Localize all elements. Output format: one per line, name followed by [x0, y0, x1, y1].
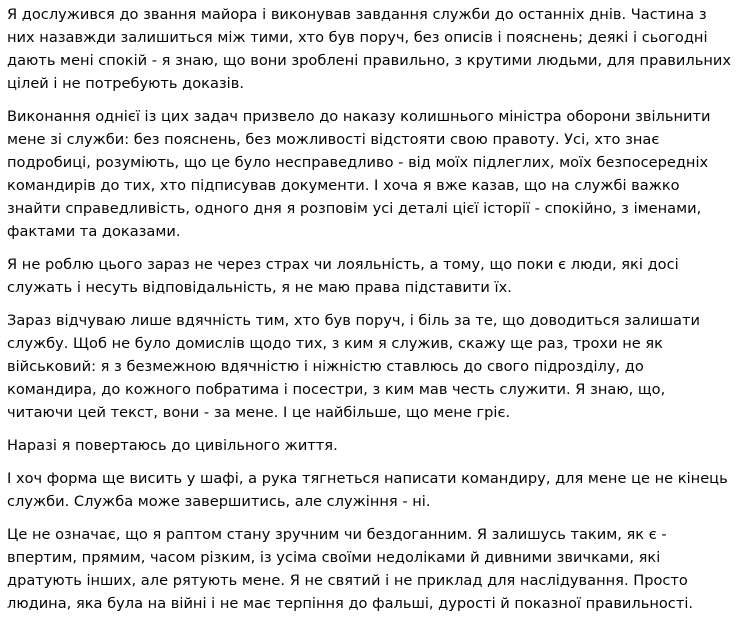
post-paragraph-1: Я дослужився до звання майора і виконував завдання служби до останніх днів. Частина з них назавжди залишиться між тими, хто був поруч, без описів і пояснень; деякі і сьогодні дають мені спокій - я знаю, що вони зроблені правильно, з крутими людьми, для правильних цілей і не потребують доказів.	[7, 6, 731, 92]
post-paragraph-6: І хоч форма ще висить у шафі, а рука тягнеться написати командиру, для мене це не кінець служби. Служба може завершитись, але служіння - ні.	[7, 470, 728, 510]
post-paragraph-3: Я не роблю цього зараз не через страх чи лояльність, а тому, що поки є люди, які досі служать і несуть відповідальність, я не маю права підставити їх.	[7, 256, 679, 296]
post-paragraph-4: Зараз відчуваю лише вдячність тим, хто був поруч, і біль за те, що доводиться залишати службу. Щоб не було домислів щодо тих, з ким я служив, скажу ще раз, трохи не як військовий: я з безмежною вдячністю і ніжністю ставлюсь до свого підрозділу, до командира, до кожного побратима і посестри, з ким мав честь служити. Я знаю, що, читаючи цей текст, вони - за мене. І це найбільше, що мене гріє.	[7, 312, 700, 421]
post-paragraph-7: Це не означає, що я раптом стану зручним чи бездоганним. Я залишусь таким, як є - впертим, прямим, часом різким, із усіма своїми недоліками й дивними звичками, які дратують інших, але рятують мене. Я не святий і не приклад для наслідування. Просто людина, яка була на війні і не має терпіння до фальші, дурості й показної правильності.	[7, 526, 694, 612]
post-text	[7, 3, 735, 625]
post-paragraph-5: Наразі я повертаюсь до цивільного життя.	[7, 437, 338, 454]
post-paragraph-2: Виконання однієї із цих задач призвело до наказу колишнього міністра оборони звільнити мене зі служби: без пояснень, без можливості відстояти свою правоту. Усі, хто знає подробиці, розуміють, що це було несправедливо - від моїх підлеглих, моїх безпосередніх командирів до тих, хто підписував документи. І хоча я вже казав, що на службі важко знайти справедливість, одного дня я розповім усі деталі цієї історії - спокійно, з іменами, фактами та доказами.	[7, 108, 711, 240]
